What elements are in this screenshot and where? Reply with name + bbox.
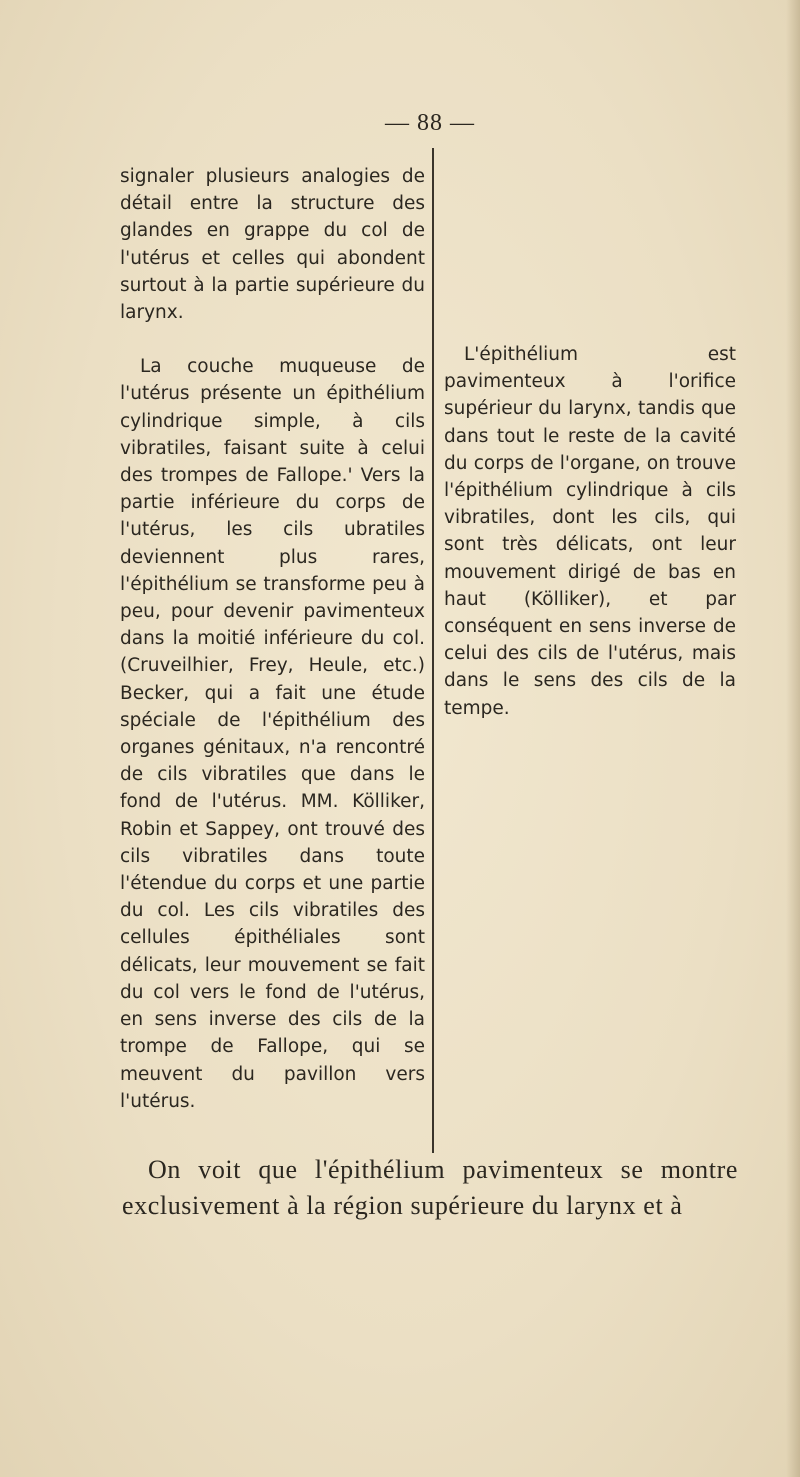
body-paragraph: On voit que l'épithélium pavimenteux se montre exclusivement à la région supérieure du larynx et à [122, 1155, 738, 1220]
left-column [120, 163, 425, 1115]
right-column [444, 341, 736, 722]
left-column-continuation: signaler plusieurs analogies de détail entre la structure des glandes en grappe du col de l'utérus et celles qui abondent surtout à la partie supérieure du larynx. [120, 166, 425, 324]
page-edge-shadow [786, 0, 800, 1477]
page-number: — 88 — [385, 110, 475, 136]
right-column-paragraph: L'épithélium est pavimenteux à l'orifice supérieur du larynx, tandis que dans tout le reste de la cavité du corps de l'organe, on trouve l'épithélium cylindrique à cils vibratiles, dont les cils, qui sont très délicats, ont leur mouvement dirigé de bas en haut (Kölliker), et par conséquent en sens inverse de celui des cils de l'utérus, mais dans le sens des cils de la tempe. [444, 344, 736, 719]
column-divider [432, 148, 434, 1153]
left-column-paragraph: La couche muqueuse de l'utérus présente un épithélium cylindrique simple, à cils vibratiles, faisant suite à celui des trompes de Fallope.' Vers la partie inférieure du corps de l'utérus, les cils ubratiles deviennent plus rares, l'épithélium se transforme peu à peu, pour devenir pavimenteux dans la moitié inférieure du col. (Cruveilhier, Frey, Heule, etc.) Becker, qui a fait une étude spéciale de l'épithélium des organes génitaux, n'a rencontré de cils vibratiles que dans le fond de l'utérus. MM. Kölliker, Robin et Sappey, ont trouvé des cils vibratiles dans toute l'étendue du corps et une partie du col. Les cils vibratiles des cellules épithéliales sont délicats, leur mouvement se fait du col vers le fond de l'utérus, en sens inverse des cils de la trompe de Fallope, qui se meuvent du pavillon vers l'utérus. [120, 356, 425, 1112]
